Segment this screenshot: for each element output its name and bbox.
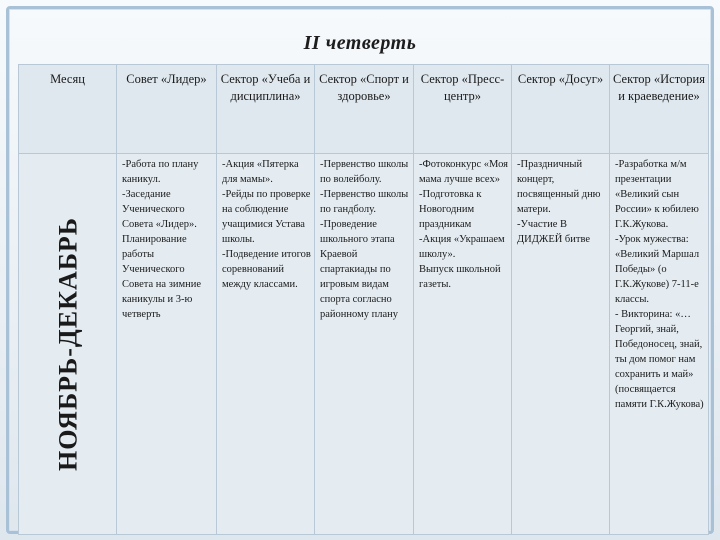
header-month: Месяц bbox=[19, 65, 117, 154]
plan-table bbox=[18, 64, 709, 535]
month-cell bbox=[19, 154, 117, 535]
cell-leisure: -Праздничный концерт, посвященный дню матери. -Участие В ДИДЖЕЙ битве bbox=[512, 154, 610, 535]
cell-study-discipline: -Акция «Пятерка для мамы». -Рейды по проверке на соблюдение учащимися Устава школы. -Подведение итогов соревнований между классами. bbox=[217, 154, 315, 535]
header-press-center: Сектор «Пресс-центр» bbox=[414, 65, 512, 154]
header-leisure: Сектор «Досуг» bbox=[512, 65, 610, 154]
cell-sport-health: -Первенство школы по волейболу. -Первенство школы по гандболу. -Проведение школьного этапа Краевой спартакиады по игровым видам спорта согласно районному плану bbox=[315, 154, 414, 535]
cell-council-leader: -Работа по плану каникул. -Заседание Ученического Совета «Лидер». Планирование работы Ученического Совета на зимние каникулы и 3-ю четверть bbox=[117, 154, 217, 535]
table-row bbox=[19, 154, 709, 535]
cell-history-local-lore: -Разработка м/м презентации «Великий сын России» к юбилею Г.К.Жукова. -Урок мужества: «Великий Маршал Победы» (о Г.К.Жукове) 7-11-е классы. - Викторина: «…Георгий, знай, Победоносец, знай, ты дом помог нам сохранить и май» (посвящается памяти Г.К.Жукова) bbox=[610, 154, 709, 535]
header-council-leader: Совет «Лидер» bbox=[117, 65, 217, 154]
header-sport-health: Сектор «Спорт и здоровье» bbox=[315, 65, 414, 154]
cell-press-center: -Фотоконкурс «Моя мама лучше всех» -Подготовка к Новогодним праздникам -Акция «Украшаем школу». Выпуск школьной газеты. bbox=[414, 154, 512, 535]
header-row bbox=[19, 65, 709, 154]
header-history-local-lore: Сектор «История и краеведение» bbox=[610, 65, 709, 154]
month-label: НОЯБРЬ-ДЕКАБРЬ bbox=[53, 217, 82, 471]
header-study-discipline: Сектор «Учеба и дисциплина» bbox=[217, 65, 315, 154]
page-title: II четверть bbox=[303, 32, 417, 54]
